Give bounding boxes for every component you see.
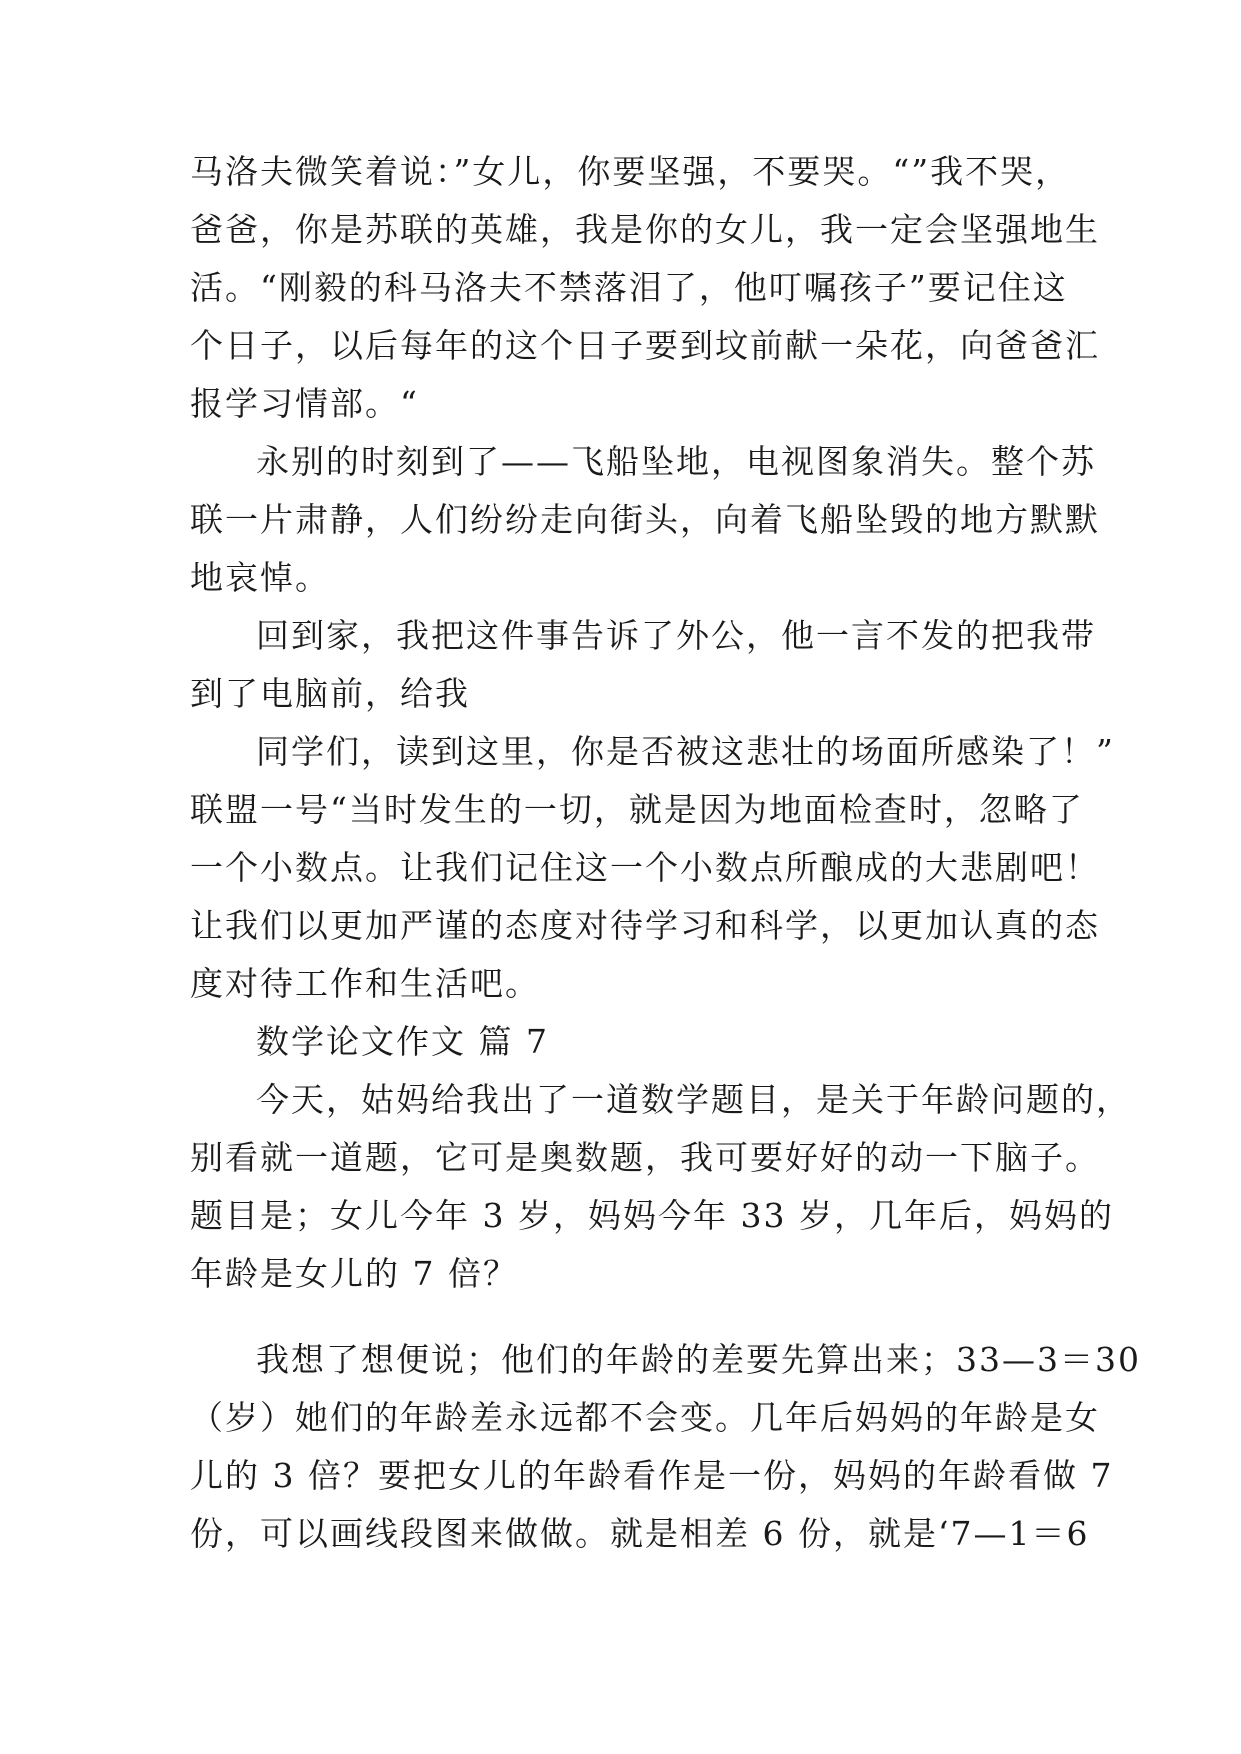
text-line: 个日子，以后每年的这个日子要到坟前献一朵花，向爸爸汇 bbox=[190, 326, 1100, 365]
text-line: 活。“刚毅的科马洛夫不禁落泪了，他叮嘱孩子”要记住这 bbox=[190, 268, 1068, 307]
text-line: 回到家，我把这件事告诉了外公，他一言不发的把我带 bbox=[256, 616, 1096, 655]
text-line: （岁）她们的年龄差永远都不会变。几年后妈妈的年龄是女 bbox=[190, 1398, 1100, 1437]
text-line: 年龄是女儿的 7 倍？ bbox=[190, 1254, 518, 1293]
text-line: 我想了想便说；他们的年龄的差要先算出来；33—3＝30 bbox=[256, 1340, 1141, 1379]
text-line: 爸爸，你是苏联的英雄，我是你的女儿，我一定会坚强地生 bbox=[190, 210, 1100, 249]
text-line: 让我们以更加严谨的态度对待学习和科学，以更加认真的态 bbox=[190, 906, 1100, 945]
text-line: 别看就一道题，它可是奥数题，我可要好好的动一下脑子。 bbox=[190, 1138, 1100, 1177]
text-line: 儿的 3 倍？要把女儿的年龄看作是一份，妈妈的年龄看做 7 bbox=[190, 1456, 1114, 1495]
text-line: 联盟一号“当时发生的一切，就是因为地面检查时，忽略了 bbox=[190, 790, 1084, 829]
text-line: 到了电脑前，给我 bbox=[190, 674, 470, 713]
text-line: 题目是；女儿今年 3 岁，妈妈今年 33 岁，几年后，妈妈的 bbox=[190, 1196, 1114, 1235]
text-line: 今天，姑妈给我出了一道数学题目，是关于年龄问题的， bbox=[256, 1080, 1131, 1119]
text-line: 份，可以画线段图来做做。就是相差 6 份，就是‘7—1＝6 bbox=[190, 1514, 1090, 1553]
text-line: 同学们，读到这里，你是否被这悲壮的场面所感染了！” bbox=[256, 732, 1115, 771]
text-line: 联一片肃静，人们纷纷走向街头，向着飞船坠毁的地方默默 bbox=[190, 500, 1100, 539]
text-line: 马洛夫微笑着说：”女儿，你要坚强，不要哭。“”我不哭， bbox=[190, 152, 1071, 191]
text-line: 一个小数点。让我们记住这一个小数点所酿成的大悲剧吧！ bbox=[190, 848, 1100, 887]
text-line: 永别的时刻到了——飞船坠地，电视图象消失。整个苏 bbox=[256, 442, 1096, 481]
text-line: 报学习情部。“ bbox=[190, 384, 419, 423]
section-heading: 数学论文作文 篇 7 bbox=[256, 1022, 549, 1061]
text-line: 地哀悼。 bbox=[190, 558, 330, 597]
text-line: 度对待工作和生活吧。 bbox=[190, 964, 540, 1003]
